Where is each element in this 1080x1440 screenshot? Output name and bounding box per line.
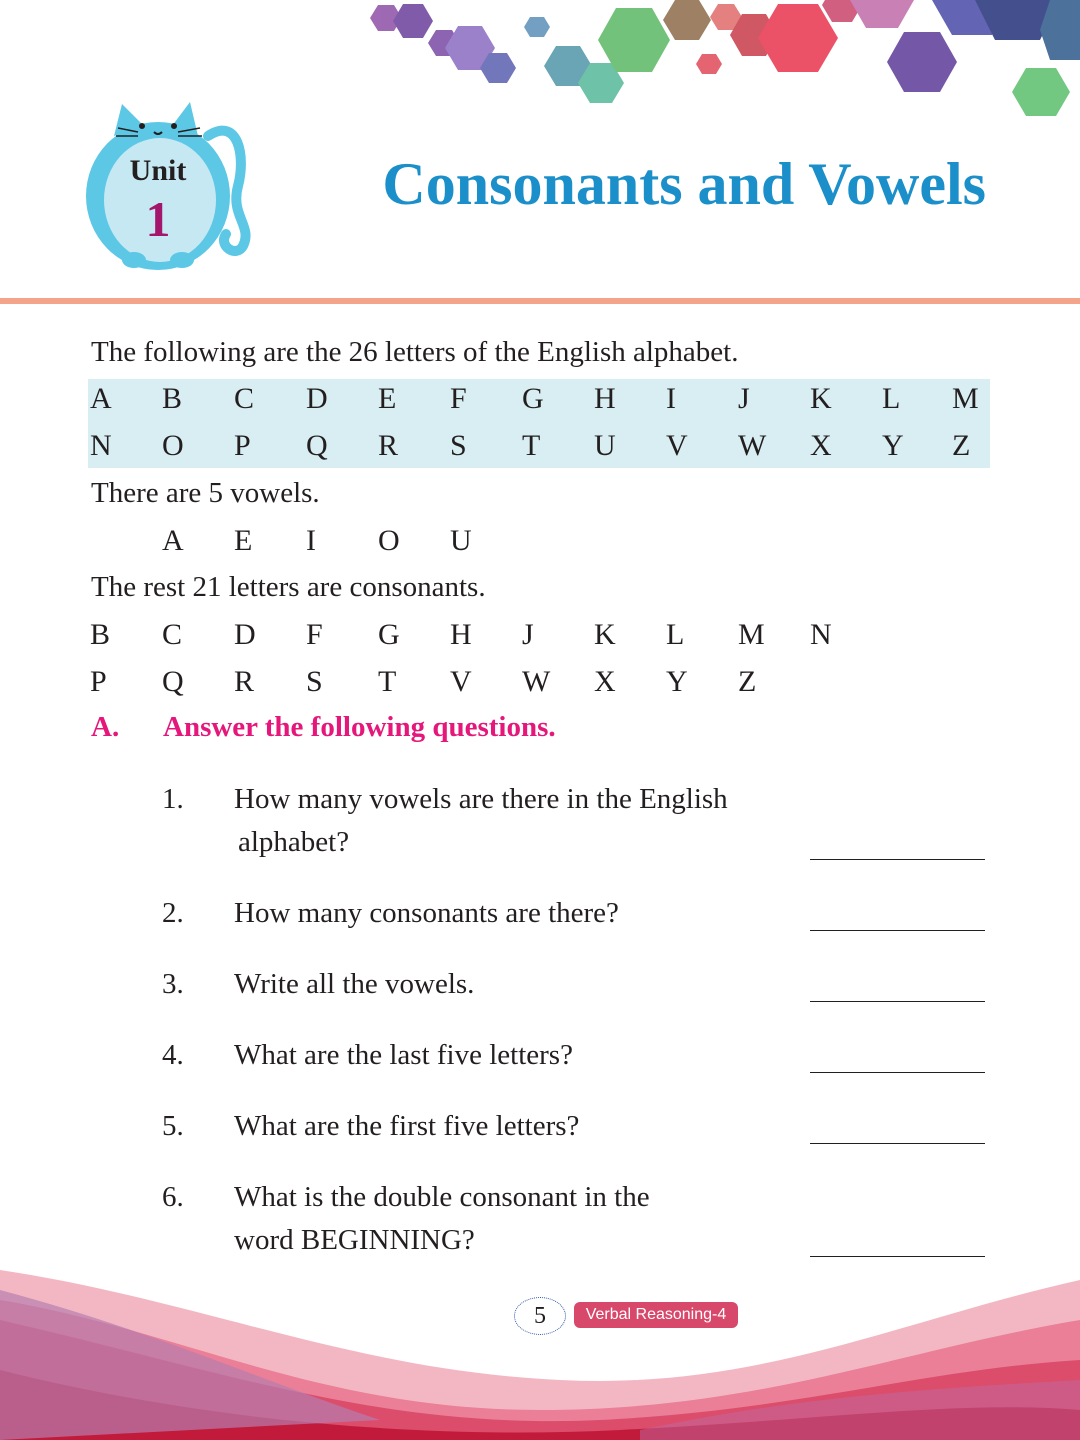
consonant-letter: M bbox=[738, 618, 765, 651]
exercise-instruction: Answer the following questions. bbox=[163, 711, 556, 743]
alphabet-letter: K bbox=[810, 382, 832, 415]
consonant-letter: T bbox=[378, 665, 397, 698]
title-divider bbox=[0, 298, 1080, 304]
alphabet-letter: X bbox=[810, 429, 832, 462]
consonant-letter: F bbox=[306, 618, 323, 651]
consonant-letter: J bbox=[522, 618, 534, 651]
book-title-badge: Verbal Reasoning-4 bbox=[574, 1302, 738, 1328]
consonant-letter: C bbox=[162, 618, 183, 651]
vowels-intro-text: There are 5 vowels. bbox=[91, 477, 320, 509]
question-text: How many consonants are there? bbox=[234, 897, 619, 929]
alphabet-letter: V bbox=[666, 429, 688, 462]
vowel-letter: U bbox=[450, 524, 472, 557]
answer-blank[interactable] bbox=[810, 1072, 985, 1073]
consonant-letter: L bbox=[666, 618, 685, 651]
footer-wave-decoration bbox=[0, 1260, 1080, 1440]
alphabet-letter: W bbox=[738, 429, 767, 462]
consonant-letter: P bbox=[90, 665, 107, 698]
consonant-letter: K bbox=[594, 618, 616, 651]
vowel-letter: E bbox=[234, 524, 253, 557]
alphabet-letter: M bbox=[952, 382, 979, 415]
alphabet-letter: T bbox=[522, 429, 541, 462]
alphabet-letter: F bbox=[450, 382, 467, 415]
alphabet-letter: Z bbox=[952, 429, 971, 462]
alphabet-letter: Q bbox=[306, 429, 328, 462]
consonant-letter: R bbox=[234, 665, 255, 698]
question-number: 3. bbox=[162, 968, 184, 1000]
consonant-letter: X bbox=[594, 665, 616, 698]
question-text: What are the last five letters? bbox=[234, 1039, 573, 1071]
question-number: 4. bbox=[162, 1039, 184, 1071]
alphabet-letter: U bbox=[594, 429, 616, 462]
alphabet-letter: R bbox=[378, 429, 399, 462]
vowel-letter: I bbox=[306, 524, 316, 557]
alphabet-letter: P bbox=[234, 429, 251, 462]
alphabet-letter: I bbox=[666, 382, 676, 415]
consonant-letter: V bbox=[450, 665, 472, 698]
consonant-letter: B bbox=[90, 618, 111, 651]
answer-blank[interactable] bbox=[810, 859, 985, 860]
alphabet-letter: Y bbox=[882, 429, 904, 462]
alphabet-letter: N bbox=[90, 429, 112, 462]
consonant-letter: S bbox=[306, 665, 323, 698]
answer-blank[interactable] bbox=[810, 1001, 985, 1002]
question-number: 6. bbox=[162, 1181, 184, 1213]
consonant-letter: D bbox=[234, 618, 256, 651]
alphabet-letter: B bbox=[162, 382, 183, 415]
alphabet-letter: S bbox=[450, 429, 467, 462]
alphabet-letter: L bbox=[882, 382, 901, 415]
answer-blank[interactable] bbox=[810, 1256, 985, 1257]
unit-label: Unit bbox=[129, 154, 187, 187]
question-text: What are the first five letters? bbox=[234, 1110, 580, 1142]
question-text: What is the double consonant in the bbox=[234, 1181, 650, 1213]
question-number: 5. bbox=[162, 1110, 184, 1142]
alphabet-intro-text: The following are the 26 letters of the English alphabet. bbox=[91, 336, 739, 368]
question-text: How many vowels are there in the English bbox=[234, 783, 728, 815]
question-text-continued: word BEGINNING? bbox=[234, 1224, 475, 1256]
consonant-letter: N bbox=[810, 618, 832, 651]
consonants-intro-text: The rest 21 letters are consonants. bbox=[91, 571, 486, 603]
answer-blank[interactable] bbox=[810, 930, 985, 931]
answer-blank[interactable] bbox=[810, 1143, 985, 1144]
unit-number: 1 bbox=[145, 191, 171, 247]
alphabet-letter: C bbox=[234, 382, 255, 415]
alphabet-letter: A bbox=[90, 382, 112, 415]
question-number: 1. bbox=[162, 783, 184, 815]
alphabet-letter: J bbox=[738, 382, 750, 415]
page-number: 5 bbox=[514, 1297, 566, 1335]
consonant-letter: Z bbox=[738, 665, 757, 698]
alphabet-letter: E bbox=[378, 382, 397, 415]
question-text-continued: alphabet? bbox=[238, 826, 350, 858]
alphabet-letter: D bbox=[306, 382, 328, 415]
vowel-letter: O bbox=[378, 524, 400, 557]
exercise-label: A. bbox=[91, 711, 120, 743]
question-text: Write all the vowels. bbox=[234, 968, 475, 1000]
page-title: Consonants and Vowels bbox=[382, 151, 986, 217]
consonant-letter: Q bbox=[162, 665, 184, 698]
consonant-letter: G bbox=[378, 618, 400, 651]
consonant-letter: Y bbox=[666, 665, 688, 698]
consonant-letter: W bbox=[522, 665, 551, 698]
vowel-letter: A bbox=[162, 524, 184, 557]
question-number: 2. bbox=[162, 897, 184, 929]
alphabet-letter: G bbox=[522, 382, 544, 415]
consonant-letter: H bbox=[450, 618, 472, 651]
alphabet-letter: O bbox=[162, 429, 184, 462]
alphabet-letter: H bbox=[594, 382, 616, 415]
